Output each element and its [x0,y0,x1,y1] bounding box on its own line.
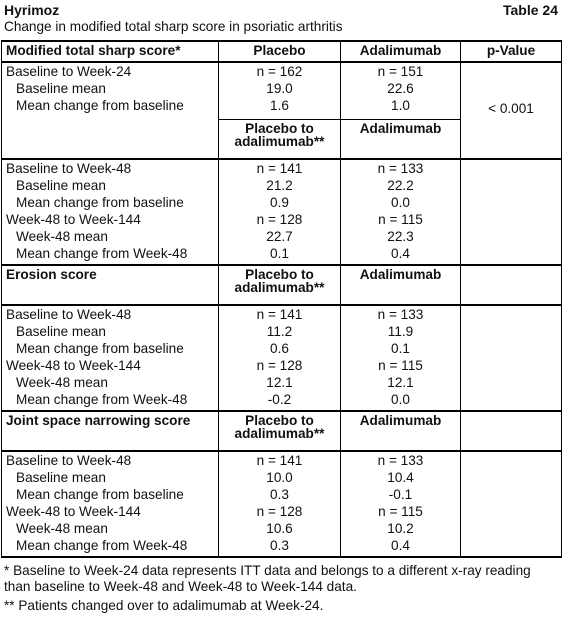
cell-value: 11.2 [219,325,341,342]
period-label: Baseline to Week-24 [2,62,219,82]
cell-value: n = 133 [341,305,461,325]
cell-value: 0.4 [341,539,461,557]
table-row [2,213,562,230]
table-row [2,342,562,359]
cell-empty [461,342,562,359]
table-row [2,488,562,505]
row-label: Week-48 mean [2,376,219,393]
row-label: Mean change from Week-48 [2,393,219,411]
col-header-adalimumab: Adalimumab [341,41,461,62]
row-label: Mean change from baseline [2,342,219,359]
section-header-row [2,411,562,451]
cell-empty [461,359,562,376]
row-label: Mean change from baseline [2,99,219,119]
document-title: Hyrimoz [4,2,60,18]
table-row [2,247,562,265]
cell-empty [461,411,562,451]
cell-value: n = 128 [219,505,341,522]
row-label: Baseline mean [2,325,219,342]
table-row [2,359,562,376]
cell-empty [461,539,562,557]
table-row [2,393,562,411]
subheader-row [2,119,562,159]
cell-value: n = 128 [219,359,341,376]
cell-empty [461,305,562,325]
cell-value: n = 141 [219,305,341,325]
cell-empty [461,213,562,230]
cell-empty [461,196,562,213]
row-label: Week-48 mean [2,230,219,247]
cell-value: 21.2 [219,179,341,196]
cell-value: n = 141 [219,451,341,471]
row-label: Mean change from Week-48 [2,247,219,265]
col-header-placebo-to-adalimumab: Placebo to adalimumab** [219,119,341,159]
cell-value: -0.2 [219,393,341,411]
row-label: Mean change from Week-48 [2,539,219,557]
cell-value: 0.0 [341,196,461,213]
col-header-pvalue: p-Value [461,41,562,62]
cell-empty [461,62,562,82]
cell-empty [461,325,562,342]
row-label: Mean change from baseline [2,488,219,505]
table-row [2,179,562,196]
table-row [2,522,562,539]
table-row [2,376,562,393]
period-label: Baseline to Week-48 [2,451,219,471]
table-row [2,159,562,179]
cell-empty [461,82,562,99]
cell-empty [461,119,562,159]
cell-value: 0.6 [219,342,341,359]
cell-value: n = 151 [341,62,461,82]
cell-value: 10.0 [219,471,341,488]
col-header-adalimumab: Adalimumab [341,411,461,451]
cell-value: 10.4 [341,471,461,488]
cell-value: 11.9 [341,325,461,342]
cell-empty [461,393,562,411]
section-title-erosion: Erosion score [2,265,219,305]
cell-value: 1.6 [219,99,341,119]
cell-value: 1.0 [341,99,461,119]
col-header-adalimumab: Adalimumab [341,265,461,305]
row-label: Baseline mean [2,82,219,99]
cell-empty [461,230,562,247]
cell-value: 0.0 [341,393,461,411]
cell-value: 0.1 [341,342,461,359]
cell-value: 10.6 [219,522,341,539]
cell-empty [461,376,562,393]
cell-empty [2,119,219,159]
cell-value: n = 141 [219,159,341,179]
table-row [2,82,562,99]
cell-empty [461,505,562,522]
row-label: Mean change from baseline [2,196,219,213]
cell-empty [461,451,562,471]
cell-value: n = 128 [219,213,341,230]
cell-value: 22.2 [341,179,461,196]
row-label: Baseline mean [2,471,219,488]
cell-value: 22.3 [341,230,461,247]
pvalue-cell: < 0.001 [461,99,562,119]
cell-value: 0.1 [219,247,341,265]
cell-value: 19.0 [219,82,341,99]
col-header-placebo-to-adalimumab: Placebo to adalimumab** [219,411,341,451]
table-header-row [2,41,562,62]
period-label: Week-48 to Week-144 [2,359,219,376]
table-row [2,62,562,82]
table-subtitle: Change in modified total sharp score in psoriatic arthritis [4,19,343,34]
cell-value: 0.3 [219,488,341,505]
col-header-adalimumab: Adalimumab [341,119,461,159]
cell-value: 12.1 [341,376,461,393]
results-table [1,40,562,558]
cell-value: 0.4 [341,247,461,265]
cell-value: 0.9 [219,196,341,213]
row-label: Baseline mean [2,179,219,196]
period-label: Baseline to Week-48 [2,305,219,325]
cell-empty [461,159,562,179]
table-tag: Table 24 [503,2,558,18]
cell-value: n = 115 [341,505,461,522]
table-row [2,471,562,488]
table-row [2,451,562,471]
row-label: Week-48 mean [2,522,219,539]
cell-value: 0.3 [219,539,341,557]
cell-value: n = 162 [219,62,341,82]
cell-empty [461,488,562,505]
col-header-measure: Modified total sharp score* [2,41,219,62]
cell-empty [461,522,562,539]
cell-value: n = 115 [341,213,461,230]
cell-empty [461,247,562,265]
cell-empty [461,179,562,196]
table-row [2,325,562,342]
col-header-placebo: Placebo [219,41,341,62]
col-header-placebo-to-adalimumab: Placebo to adalimumab** [219,265,341,305]
table-row [2,305,562,325]
section-header-row [2,265,562,305]
table-row [2,196,562,213]
cell-value: n = 133 [341,451,461,471]
footnote-1: * Baseline to Week-24 data represents ITT data and belongs to a different x-ray reading than baseline to Week-48 and Week-48 to Week-144 data. [4,563,531,594]
section-title-jsn: Joint space narrowing score [2,411,219,451]
table-row [2,230,562,247]
cell-empty [461,471,562,488]
period-label: Week-48 to Week-144 [2,213,219,230]
table-row [2,99,562,119]
table-row [2,539,562,557]
cell-value: 22.6 [341,82,461,99]
cell-value: 10.2 [341,522,461,539]
period-label: Week-48 to Week-144 [2,505,219,522]
table-row [2,505,562,522]
cell-value: 22.7 [219,230,341,247]
cell-value: 12.1 [219,376,341,393]
period-label: Baseline to Week-48 [2,159,219,179]
footnote-2: ** Patients changed over to adalimumab at Week-24. [4,598,324,613]
cell-value: -0.1 [341,488,461,505]
cell-empty [461,265,562,305]
cell-value: n = 115 [341,359,461,376]
cell-value: n = 133 [341,159,461,179]
